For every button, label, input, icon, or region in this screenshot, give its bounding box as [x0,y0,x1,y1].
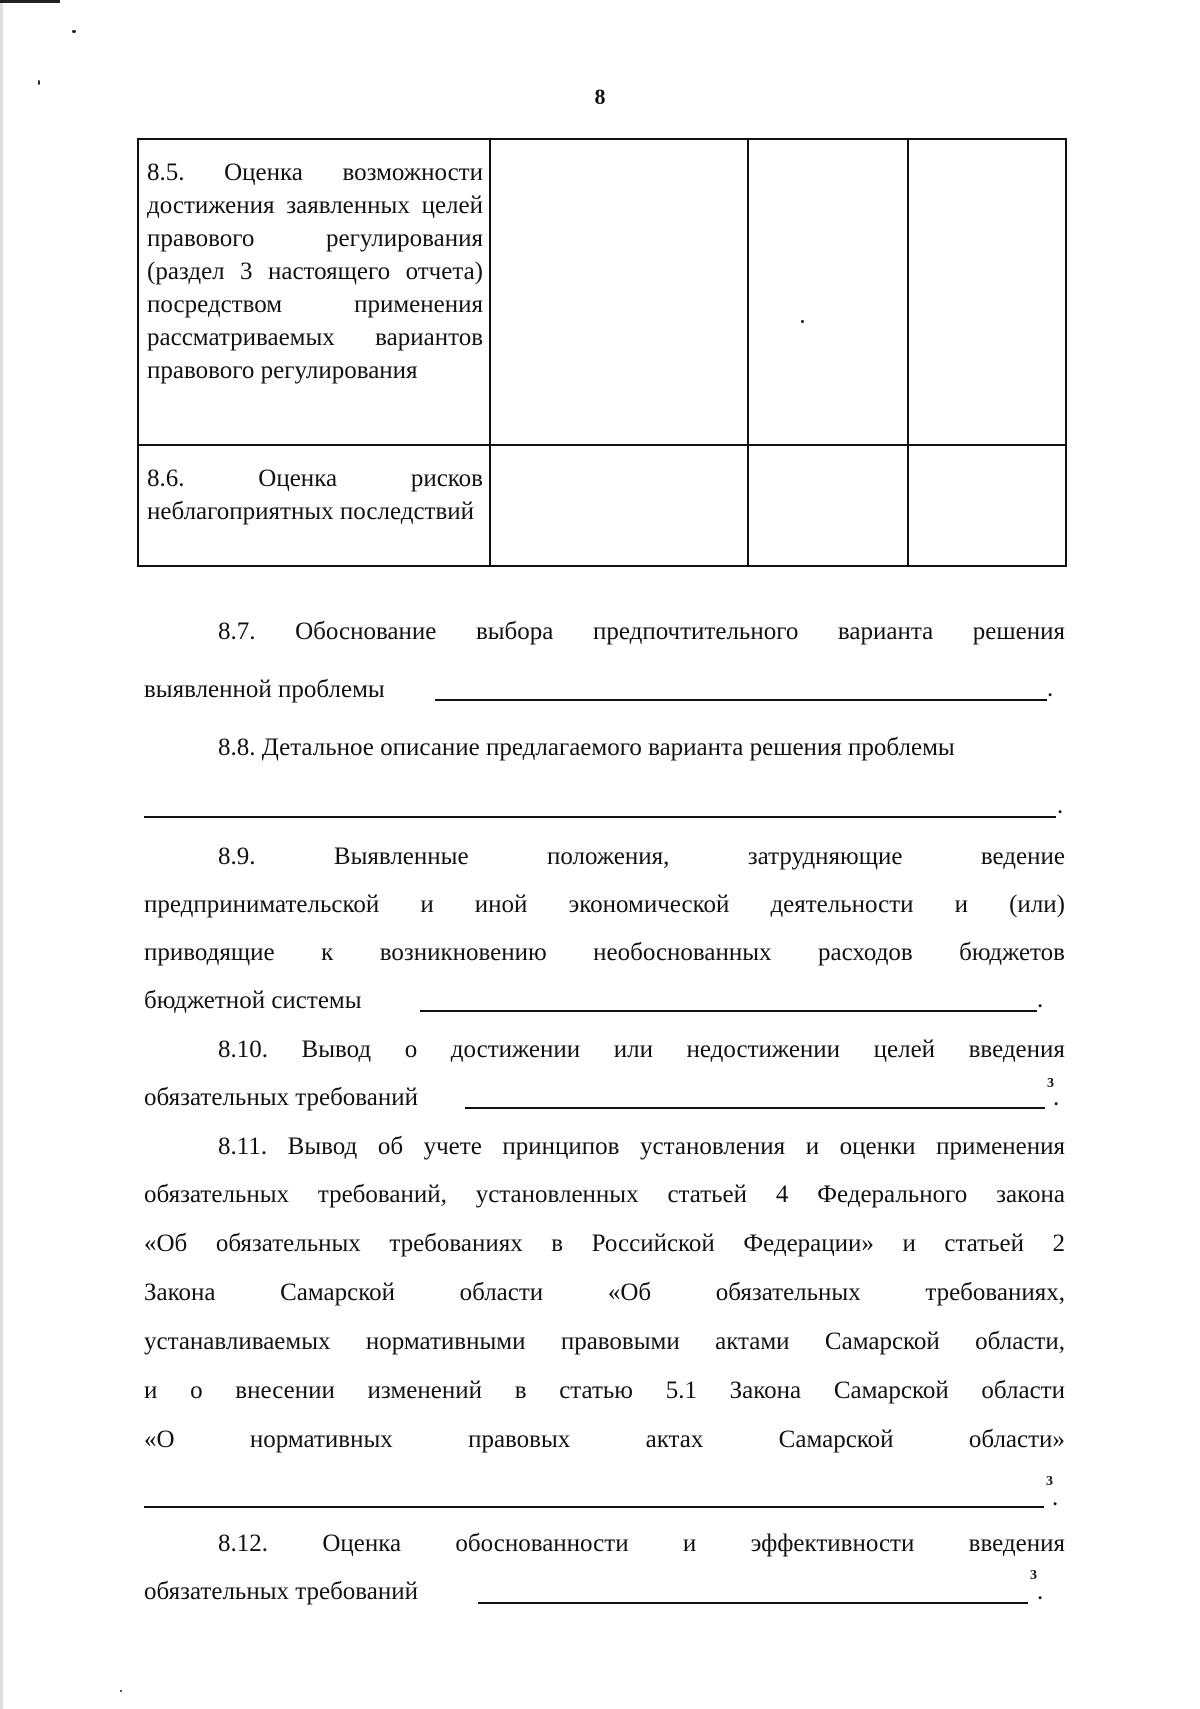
scan-speck [801,320,804,323]
table-row [138,445,1066,566]
word: выбора [475,618,554,645]
word: и [805,1133,820,1160]
word: введения [968,1036,1065,1063]
section-8-9-line-3 [144,939,1065,967]
word: в [551,1230,564,1257]
word: 5.1 [665,1377,697,1404]
word: ведение [980,843,1065,870]
word: обязательных [144,1181,289,1208]
word: варианта [837,618,934,645]
period: . [1057,792,1064,819]
period: . [1047,675,1054,702]
section-8-10-line-1 [218,1036,1065,1064]
word: иной [474,891,528,918]
section-8-9-line-2 [144,891,1065,919]
word: Обоснование [295,618,437,645]
word: «Об [607,1279,652,1306]
word: изменений [367,1377,482,1404]
blank-line[interactable] [144,1506,1044,1508]
blank-line[interactable] [420,1010,1037,1012]
word: требований, [317,1181,447,1208]
word: обязательных [715,1279,861,1306]
word: правовыми [560,1328,680,1355]
section-8-7-line-2: выявленной проблемы [144,676,385,703]
section-8-11-line-1 [218,1133,1065,1161]
word: предпринимательской [144,891,380,918]
word: области [981,1377,1065,1404]
word: расходов [818,939,913,966]
word: 8.10. [218,1036,268,1063]
word: недостижении [686,1036,841,1063]
scan-edge-mark [0,0,3,1709]
table-cell [748,445,908,566]
period: . [1053,1084,1060,1111]
table-row-label: 8.5. Оценка возможности достижения заявленных целей правового регулирования (раздел 3 настоящего отчета) посредством применения рассматриваемых вариантов правового регулирования [138,139,490,445]
word: оценки [839,1133,916,1160]
word: Закона [729,1377,802,1404]
word: или [613,1036,653,1063]
word: Закона [144,1279,216,1306]
word: бюджетов [959,939,1065,966]
word: установленных [475,1181,639,1208]
section-8-11-line-6 [144,1377,1065,1405]
word: Самарской [833,1377,949,1404]
period: . [1052,1484,1059,1511]
word: 8.12. [218,1530,268,1557]
word: актах [645,1426,704,1453]
word: Российской [591,1230,715,1257]
period: . [1037,1578,1044,1605]
word: и [682,1530,697,1557]
word: необоснованных [593,939,772,966]
scan-speck [72,30,76,33]
word: Самарской [280,1279,395,1306]
word: введения [968,1530,1065,1557]
section-8-10-line-2: обязательных требований [144,1084,418,1111]
word: Вывод [301,1036,372,1063]
word: правовых [468,1426,571,1453]
table-cell [748,139,908,445]
word: статьей [944,1230,1024,1257]
word: области» [968,1426,1065,1453]
word: и [144,1377,158,1404]
section-8-11-line-3 [144,1230,1065,1258]
word: учете [423,1133,482,1160]
word: статьей [667,1181,748,1208]
word: применения [936,1133,1065,1160]
section-8-11-line-5 [144,1328,1065,1356]
word: деятельности [770,891,914,918]
word: в [514,1377,527,1404]
word: 4 [775,1181,789,1208]
word: экономической [568,891,730,918]
word: о [404,1036,418,1063]
word: Оценка [322,1530,402,1557]
word: нормативными [365,1328,526,1355]
word: Самарской [824,1328,940,1355]
section-8-11-line-4 [144,1279,1065,1307]
section-8-11-line-7 [144,1426,1065,1454]
word: закона [996,1181,1065,1208]
word: об [377,1133,404,1160]
word: целей [873,1036,936,1063]
word: принципов [502,1133,620,1160]
blank-line[interactable] [435,699,1047,701]
word: требованиях [389,1230,523,1257]
word: актами [715,1328,790,1355]
section-8-12-line-2: обязательных требований [144,1578,418,1605]
word: 2 [1052,1230,1065,1257]
word: внесении [235,1377,335,1404]
section-8-12-line-1 [218,1530,1065,1558]
word: обязательных [215,1230,361,1257]
word: положения, [546,843,670,870]
word: Выявленные [333,843,469,870]
section-8-8-line-1: 8.8. Детальное описание предлагаемого варианта решения проблемы [218,734,955,761]
assessment-table [137,138,1067,567]
table-row [138,139,1066,445]
word: о [190,1377,203,1404]
section-8-7-line-1 [218,618,1065,646]
blank-line[interactable] [478,1602,1028,1604]
word: установления [640,1133,786,1160]
word: области [459,1279,544,1306]
section-8-9-line-4: бюджетной системы [144,987,362,1014]
word: 8.11. [218,1133,268,1160]
section-8-9-line-1 [218,843,1065,871]
scan-speck [120,1690,122,1692]
word: 8.7. [218,618,256,645]
word: достижении [450,1036,581,1063]
word: возникновению [379,939,547,966]
word: «Об [144,1230,188,1257]
word: и [420,891,434,918]
section-8-11-line-2 [144,1181,1065,1209]
table-cell [490,445,748,566]
word: «О [144,1426,175,1453]
word: нормативных [249,1426,393,1453]
footnote-marker: 3 [1046,1474,1053,1489]
word: затрудняющие [747,843,903,870]
footnote-marker: 3 [1030,1568,1037,1583]
page-number: 8 [594,84,606,109]
word: Самарской [778,1426,894,1453]
word: требованиях, [925,1279,1065,1306]
word: к [321,939,334,966]
word: устанавливаемых [144,1328,331,1355]
table-cell [490,139,748,445]
scan-edge-mark [0,0,60,3]
blank-line[interactable] [465,1107,1045,1109]
word: предпочтительного [592,618,799,645]
word: приводящие [144,939,275,966]
word: Федерации» [743,1230,874,1257]
word: Вывод [287,1133,358,1160]
word: и [902,1230,916,1257]
word: эффективности [750,1530,915,1557]
word: 8.9. [218,843,256,870]
table-cell [908,445,1066,566]
table-cell [908,139,1066,445]
footnote-marker: 3 [1047,1076,1054,1091]
word: (или) [1009,891,1065,918]
period: . [1037,986,1044,1013]
word: статью [559,1377,633,1404]
word: и [954,891,969,918]
word: обоснованности [455,1530,629,1557]
word: Федерального [817,1181,968,1208]
word: решения [972,618,1065,645]
table-row-label: 8.6. Оценка рисков неблагоприятных последствий [138,445,490,566]
blank-line[interactable] [144,816,1056,818]
word: области, [975,1328,1065,1355]
scan-speck [38,80,40,85]
